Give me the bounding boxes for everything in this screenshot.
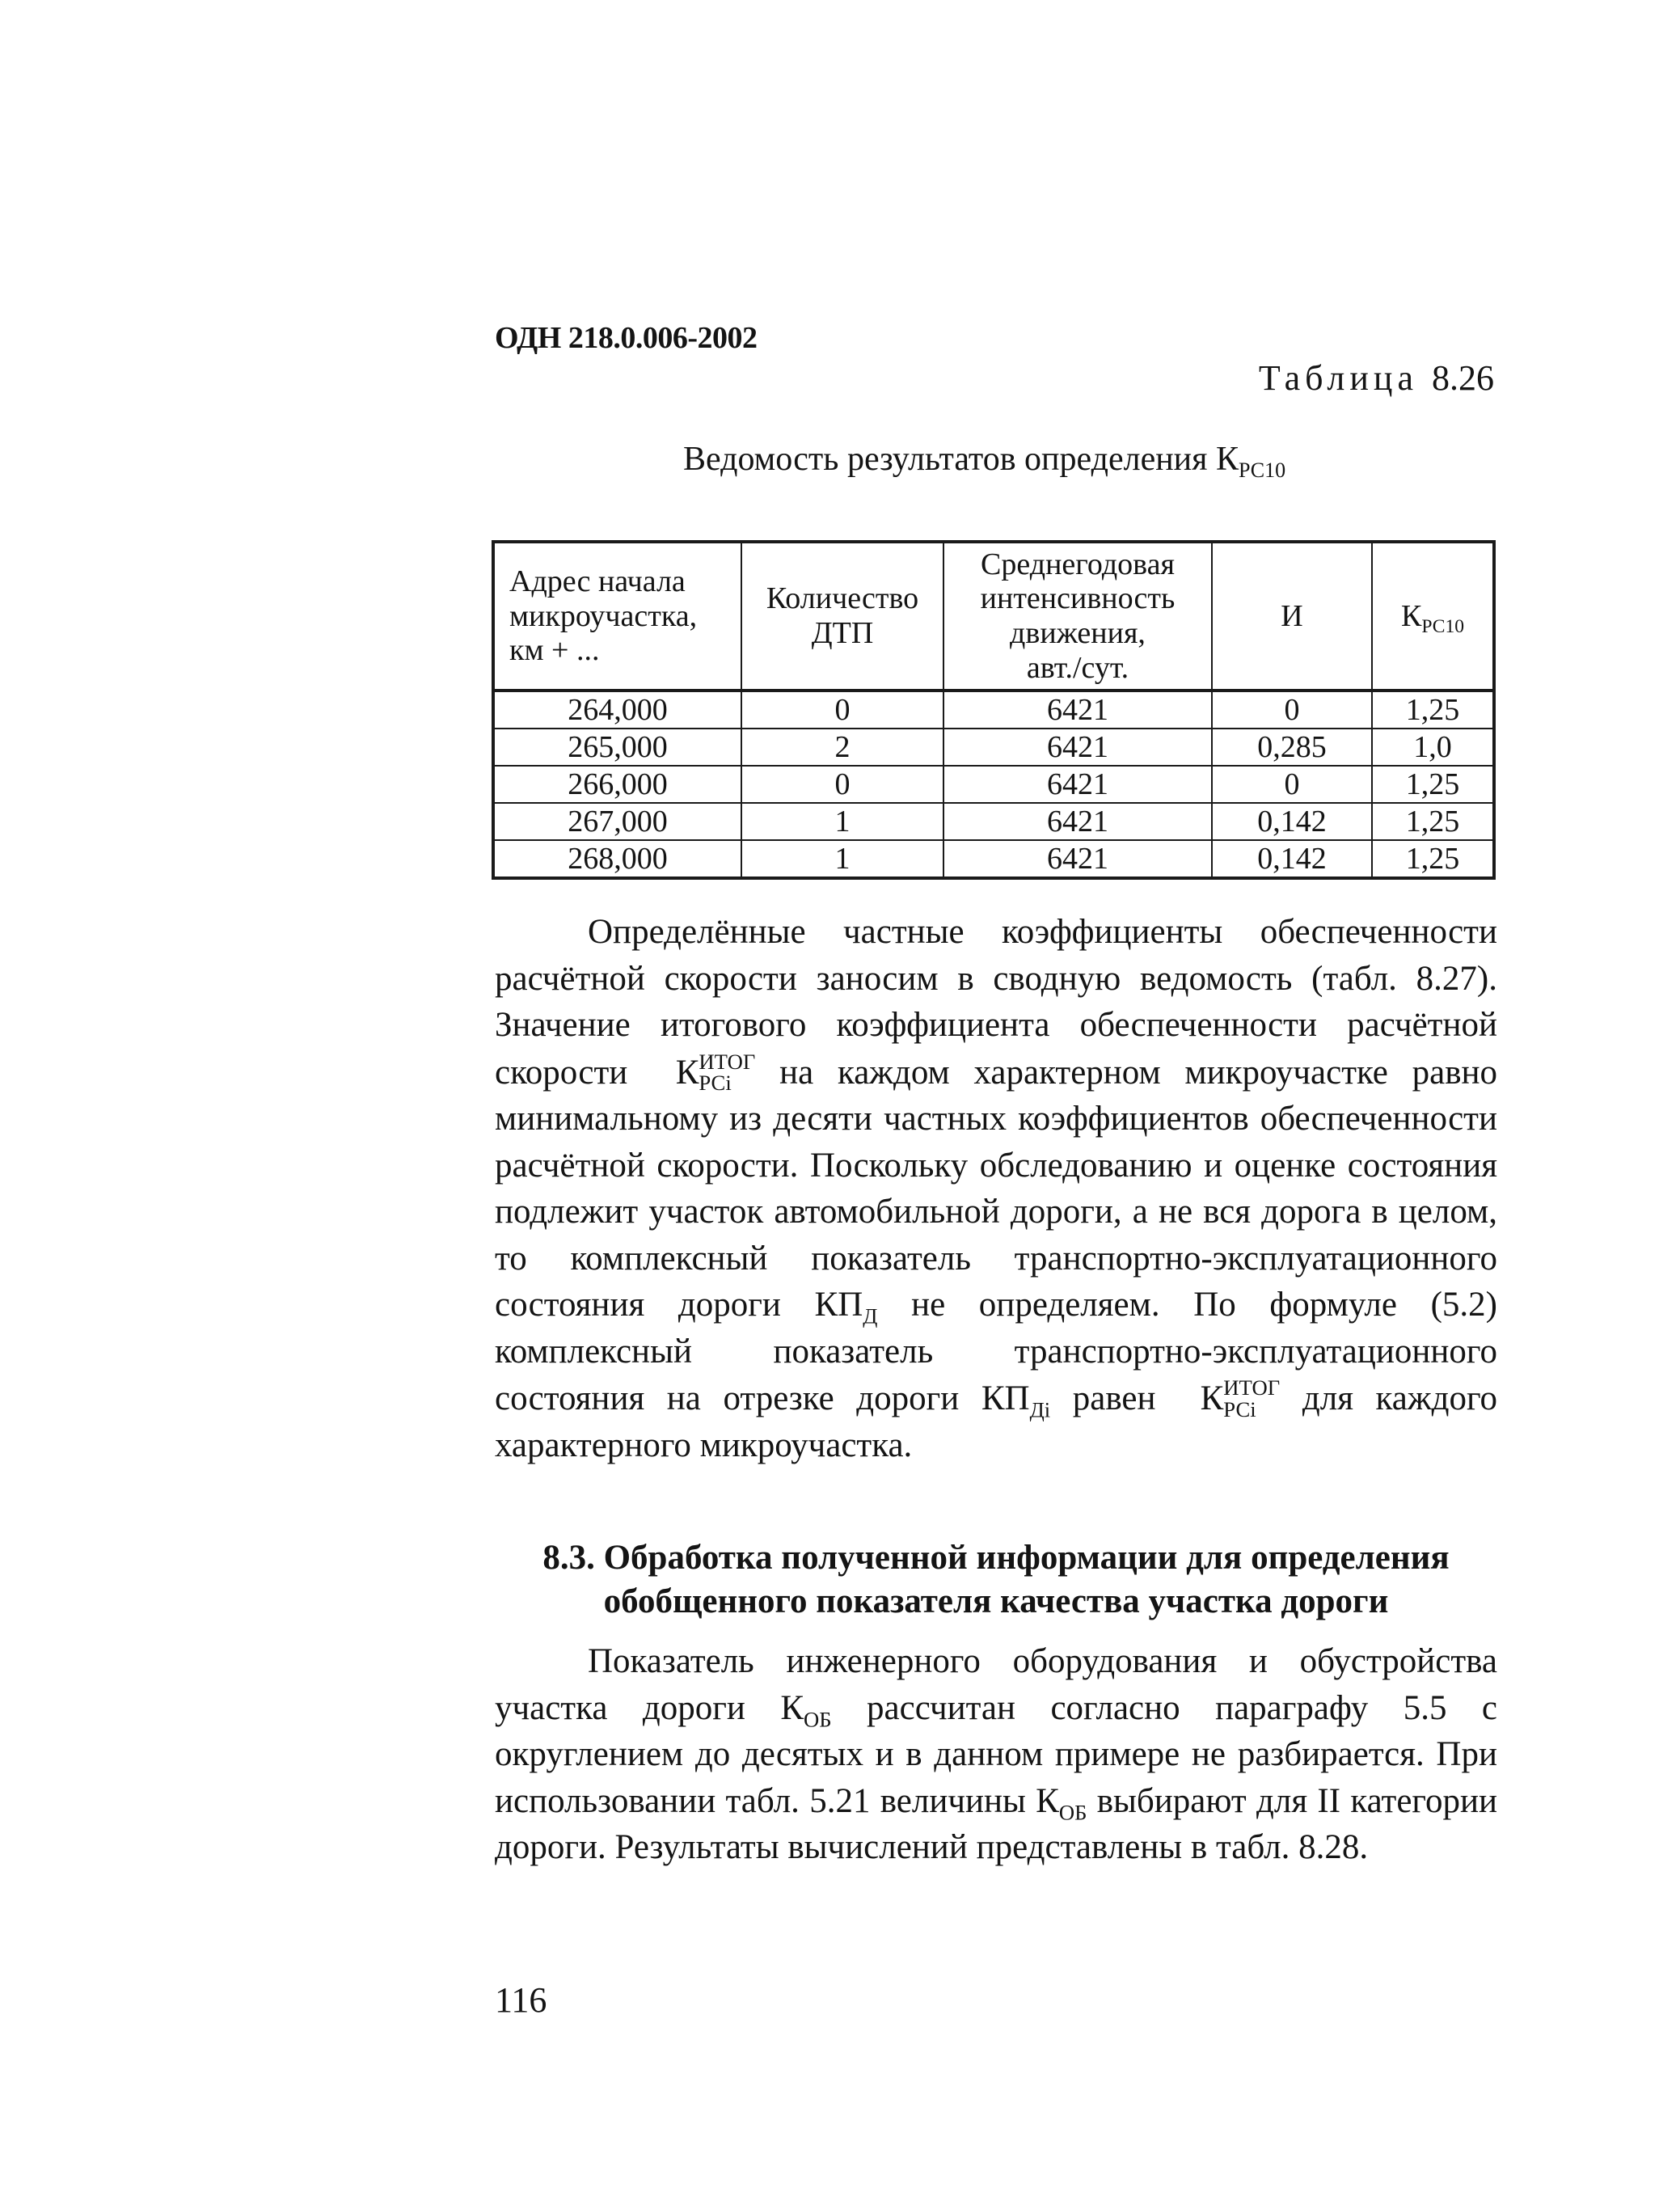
cell-coefficient: 1,25 xyxy=(1372,803,1494,840)
cell-index: 0,142 xyxy=(1212,803,1372,840)
table-caption xyxy=(683,440,1286,483)
cell-accidents: 0 xyxy=(741,691,943,729)
table-row xyxy=(493,803,1494,840)
cell-address: 268,000 xyxy=(493,840,741,878)
document-code: ОДН 218.0.006-2002 xyxy=(495,321,758,355)
cell-coefficient: 1,25 xyxy=(1372,840,1494,878)
cell-index: 0,285 xyxy=(1212,729,1372,766)
header-coefficient: $К_{РС10}$ xyxy=(1372,542,1494,691)
cell-index: 0 xyxy=(1212,766,1372,803)
results-table xyxy=(492,540,1496,880)
k-itog-symbol: К ИТОГ РСi xyxy=(675,1049,756,1096)
cell-intensity: 6421 xyxy=(943,840,1212,878)
cell-address: 266,000 xyxy=(493,766,741,803)
cell-accidents: 0 xyxy=(741,766,943,803)
kob-subscript: ОБ xyxy=(804,1706,832,1731)
cell-coefficient: 1,0 xyxy=(1372,729,1494,766)
k-itog-symbol-2: К ИТОГ РСi xyxy=(1200,1375,1281,1421)
kp-subscript: Д xyxy=(863,1303,878,1328)
caption-subscript: РС10 xyxy=(1239,458,1286,483)
cell-coefficient: 1,25 xyxy=(1372,766,1494,803)
cell-index: 0 xyxy=(1212,691,1372,729)
table-label-number: 8.26 xyxy=(1432,358,1494,398)
cell-coefficient: 1,25 xyxy=(1372,691,1494,729)
paragraph-equipment: Показатель инженерного оборудования и обустройства участка дороги $К_{ОБ}$ рассчитан согласно параграфу 5.5 с округлением до десятых и в данном примере не разбирается. При использовании табл. 5.21 величины $К_{ОБ}$ выбирают для II категории дороги. Результаты вычислений представлены в табл. 8.28. xyxy=(495,1642,1498,1866)
kp-di-subscript: Дi xyxy=(1029,1397,1051,1422)
cell-intensity: 6421 xyxy=(943,766,1212,803)
cell-accidents: 1 xyxy=(741,803,943,840)
cell-accidents: 1 xyxy=(741,840,943,878)
header-address: Адрес начала микроучастка, км + ... xyxy=(493,542,741,691)
table-header-row xyxy=(493,542,1494,691)
page-number: 116 xyxy=(495,1980,547,2020)
cell-accidents: 2 xyxy=(741,729,943,766)
table-row xyxy=(493,840,1494,878)
table-row xyxy=(493,729,1494,766)
cell-address: 264,000 xyxy=(493,691,741,729)
section-heading: 8.3. Обработка полученной информации для определения обобщенного показателя качества участка дороги xyxy=(542,1539,1450,1620)
caption-text: Ведомость результатов определения К xyxy=(683,441,1239,478)
table-label xyxy=(1259,357,1494,399)
kob-subscript-2: ОБ xyxy=(1058,1799,1087,1824)
header-intensity: Среднегодовая интенсивность движения, авт./сут. xyxy=(943,542,1212,691)
cell-index: 0,142 xyxy=(1212,840,1372,878)
cell-intensity: 6421 xyxy=(943,803,1212,840)
header-accidents: Количество ДТП xyxy=(741,542,943,691)
cell-address: 267,000 xyxy=(493,803,741,840)
table-row xyxy=(493,691,1494,729)
cell-intensity: 6421 xyxy=(943,691,1212,729)
table-row xyxy=(493,766,1494,803)
table-label-word: Таблица xyxy=(1258,358,1418,398)
header-index: И xyxy=(1212,542,1372,691)
paragraph-coefficients: Определённые частные коэффициенты обеспеченности расчётной скорости заносим в сводную ведомость (табл. 8.27). Значение итогового коэффициента обеспеченности расчётной скорости К ИТОГ РСi на каждом характерном микроучастке равно минимальному из десяти частных коэффициентов обеспеченности расчётной скорости. Поскольку обследованию и оценке состояния подлежит участок автомобильной дороги, а не вся дорога в целом, то комплексный показатель транспортно-эксплуатационного состояния дороги $КП_Д$ не определяем. По формуле (5.2) комплексный показатель транспортно-эксплуатационного состояния на отрезке дороги $КП_{Дi}$ равен К ИТОГ РСi для каждого характерного микроучастка. xyxy=(495,913,1498,1464)
cell-address: 265,000 xyxy=(493,729,741,766)
cell-intensity: 6421 xyxy=(943,729,1212,766)
